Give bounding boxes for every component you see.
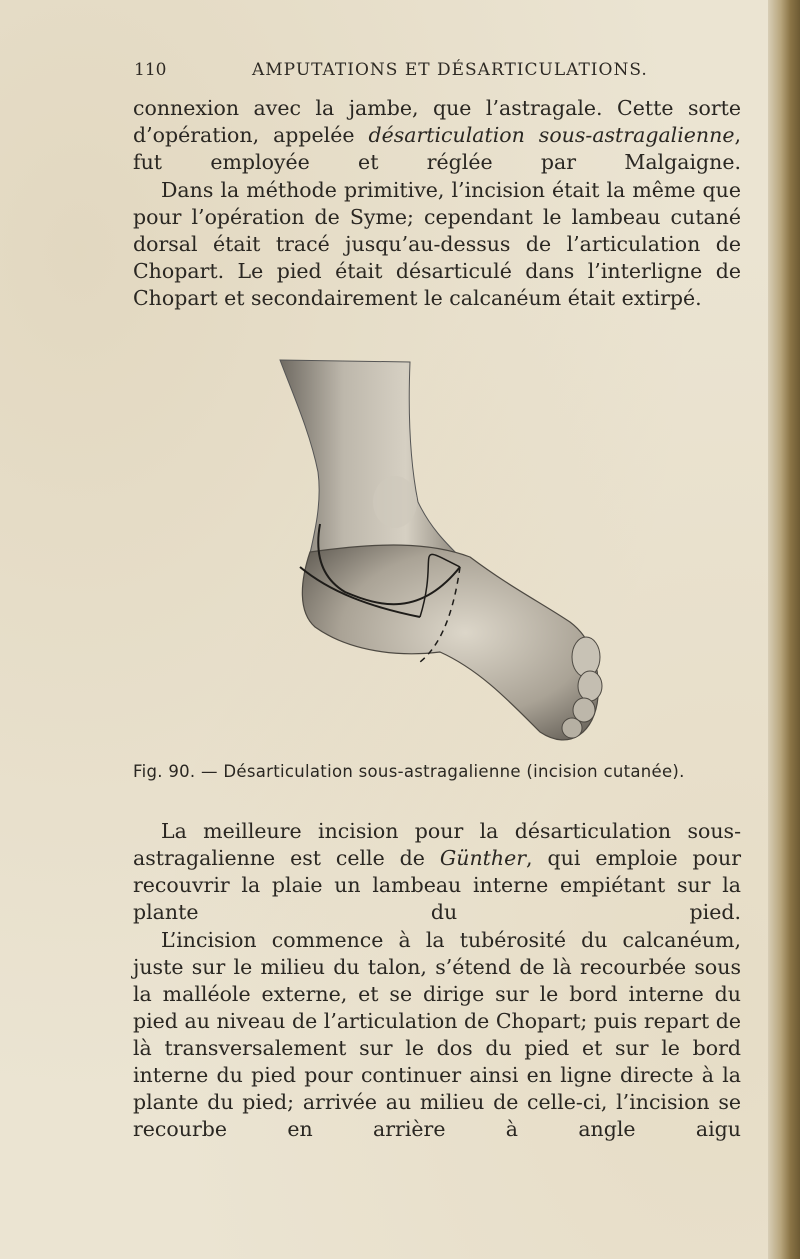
paragraph-4-text: L’incision commence à la tubérosité du calcanéum, juste sur le milieu du talon, s’étend de là recourbée sous la malléole externe, et se dirige sur le bord interne du pied au niveau de l’articulation de Chopart; puis repart de là transversalement sur le dos du pied et sur le bord interne du pied pour continuer ainsi en ligne directe à la plante du pied; arrivée au milieu de celle-ci, l’incision se recourbe en arrière à angle aigu — [133, 928, 741, 1141]
page-number: 110 — [134, 60, 167, 80]
paragraph-1 — [133, 95, 741, 176]
paragraph-1-emphasis: désarticulation sous-astragalienne — [368, 123, 735, 147]
paragraph-1-text: connexion avec la jambe, que l’astragale. Cette sorte d’opération, appelée — [133, 96, 741, 147]
paragraph-3-text: La meilleure incision pour la désarticulation sous-astragalienne est celle de — [133, 819, 741, 870]
paragraph-1-text-end: , fut employée et réglée par Malgaigne. — [133, 123, 741, 174]
paragraph-2 — [133, 177, 741, 312]
paragraph-3 — [133, 818, 741, 926]
foot-illustration — [270, 352, 610, 752]
paragraph-2-text: Dans la méthode primitive, l’incision était la même que pour l’opération de Syme; cependant le lambeau cutané dorsal était tracé jusqu’au-dessus de l’articulation de Chopart. Le pied était désarticulé dans l’interligne de Chopart et secondairement le calcanéum était extirpé. — [133, 178, 741, 310]
page-edge — [768, 0, 800, 1259]
figure-caption: Fig. 90. — Désarticulation sous-astragalienne (incision cutanée). — [133, 762, 685, 781]
paragraph-3-emphasis: Günther — [439, 846, 527, 870]
paragraph-4 — [133, 927, 741, 1143]
running-title: AMPUTATIONS ET DÉSARTICULATIONS. — [252, 60, 648, 80]
paragraph-3-text-end: , qui emploie pour recouvrir la plaie un lambeau interne empiétant sur la plante du pied. — [133, 846, 742, 924]
figure-foot-illustration — [270, 352, 610, 752]
running-header — [134, 60, 774, 86]
